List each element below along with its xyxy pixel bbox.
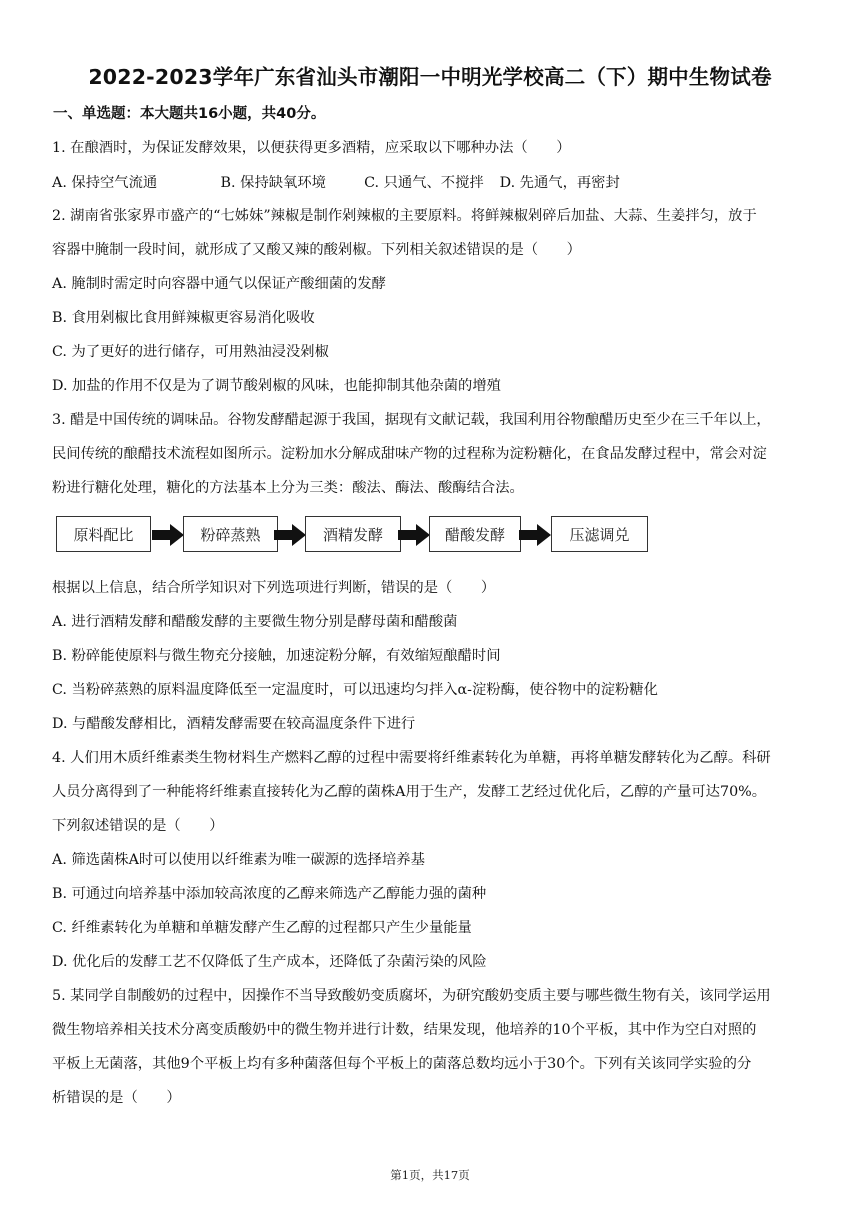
q3-option-c: C. 当粉碎蒸熟的原料温度降低至一定温度时，可以迅速均匀拌入α-淀粉酶，使谷物中的淀粉糖化 bbox=[52, 682, 658, 698]
q4-stem-line-1: 4. 人们用木质纤维素类生物材料生产燃料乙醇的过程中需要将纤维素转化为单糖，再将单糖发酵转化为乙醇。科研 bbox=[52, 750, 771, 766]
q5-stem-line-1: 5. 某同学自制酸奶的过程中，因操作不当导致酸奶变质腐坏，为研究酸奶变质主要与哪些微生物有关，该同学运用 bbox=[52, 988, 771, 1004]
q1-stem: 1. 在酿酒时，为保证发酵效果，以便获得更多酒精，应采取以下哪种办法（ ） bbox=[52, 140, 571, 156]
q2-option-a: A. 腌制时需定时向容器中通气以保证产酸细菌的发酵 bbox=[52, 276, 386, 292]
flow-arrow-2 bbox=[274, 524, 306, 546]
q4-stem-line-3: 下列叙述错误的是（ ） bbox=[52, 818, 224, 834]
flow-arrow-4 bbox=[519, 524, 551, 546]
q4-stem-line-2: 人员分离得到了一种能将纤维素直接转化为乙醇的菌株A用于生产，发酵工艺经过优化后，乙醇的产量可达70%。 bbox=[52, 784, 767, 800]
q5-stem-line-2: 微生物培养相关技术分离变质酸奶中的微生物并进行计数，结果发现，他培养的10个平板，其中作为空白对照的 bbox=[52, 1022, 757, 1038]
q4-option-c: C. 纤维素转化为单糖和单糖发酵产生乙醇的过程都只产生少量能量 bbox=[52, 920, 472, 936]
flow-step-1: 原料配比 bbox=[56, 516, 151, 552]
q3-option-a: A. 进行酒精发酵和醋酸发酵的主要微生物分别是酵母菌和醋酸菌 bbox=[52, 614, 458, 630]
q1-option-c: C. 只通气、不搅拌 bbox=[364, 175, 484, 191]
page-footer: 第1页，共17页 bbox=[390, 1168, 470, 1182]
q1-option-b: B. 保持缺氧环境 bbox=[220, 175, 326, 191]
q2-option-c: C. 为了更好的进行储存，可用熟油浸没剁椒 bbox=[52, 344, 329, 360]
section-heading: 一、单选题：本大题共16小题，共40分。 bbox=[53, 106, 326, 122]
q2-stem-line-1: 2. 湖南省张家界市盛产的“七姊妹”辣椒是制作剁辣椒的主要原料。将鲜辣椒剁碎后加盐、大蒜、生姜拌匀，放于 bbox=[52, 208, 757, 224]
exam-title: 2022-2023学年广东省汕头市潮阳一中明光学校高二（下）期中生物试卷 bbox=[88, 65, 772, 89]
q1-options bbox=[52, 174, 620, 192]
flow-arrow-1 bbox=[152, 524, 184, 546]
q3-stem-line-2: 民间传统的酿醋技术流程如图所示。淀粉加水分解成甜味产物的过程称为淀粉糖化，在食品发酵过程中，常会对淀 bbox=[52, 446, 767, 462]
q3-question: 根据以上信息，结合所学知识对下列选项进行判断，错误的是（ ） bbox=[52, 580, 496, 596]
q1-option-a: A. 保持空气流通 bbox=[52, 175, 158, 191]
vinegar-process-flowchart bbox=[56, 516, 656, 558]
q2-option-b: B. 食用剁椒比食用鲜辣椒更容易消化吸收 bbox=[52, 310, 315, 326]
q2-stem-line-2: 容器中腌制一段时间，就形成了又酸又辣的酸剁椒。下列相关叙述错误的是（ ） bbox=[52, 242, 581, 258]
q3-option-d: D. 与醋酸发酵相比，酒精发酵需要在较高温度条件下进行 bbox=[52, 716, 416, 732]
q1-option-d: D. 先通气，再密封 bbox=[499, 175, 620, 191]
flow-step-2: 粉碎蒸熟 bbox=[183, 516, 278, 552]
q5-stem-line-4: 析错误的是（ ） bbox=[52, 1090, 181, 1106]
flow-step-3: 酒精发酵 bbox=[305, 516, 401, 552]
q4-option-b: B. 可通过向培养基中添加较高浓度的乙醇来筛选产乙醇能力强的菌种 bbox=[52, 886, 487, 902]
q5-stem-line-3: 平板上无菌落，其他9个平板上均有多种菌落但每个平板上的菌落总数均远小于30个。下列有关该同学实验的分 bbox=[52, 1056, 752, 1072]
q2-option-d: D. 加盐的作用不仅是为了调节酸剁椒的风味，也能抑制其他杂菌的增殖 bbox=[52, 378, 501, 394]
q4-option-a: A. 筛选菌株A时可以使用以纤维素为唯一碳源的选择培养基 bbox=[52, 852, 425, 868]
q3-option-b: B. 粉碎能使原料与微生物充分接触，加速淀粉分解，有效缩短酿醋时间 bbox=[52, 648, 501, 664]
flow-arrow-3 bbox=[398, 524, 430, 546]
flow-step-5: 压滤调兑 bbox=[551, 516, 648, 552]
q4-option-d: D. 优化后的发酵工艺不仅降低了生产成本，还降低了杂菌污染的风险 bbox=[52, 954, 487, 970]
q3-stem-line-1: 3. 醋是中国传统的调味品。谷物发酵醋起源于我国，据现有文献记载，我国利用谷物酿醋历史至少在三千年以上， bbox=[52, 412, 771, 428]
q3-stem-line-3: 粉进行糖化处理，糖化的方法基本上分为三类：酸法、酶法、酸酶结合法。 bbox=[52, 480, 524, 496]
flow-step-4: 醋酸发酵 bbox=[429, 516, 521, 552]
